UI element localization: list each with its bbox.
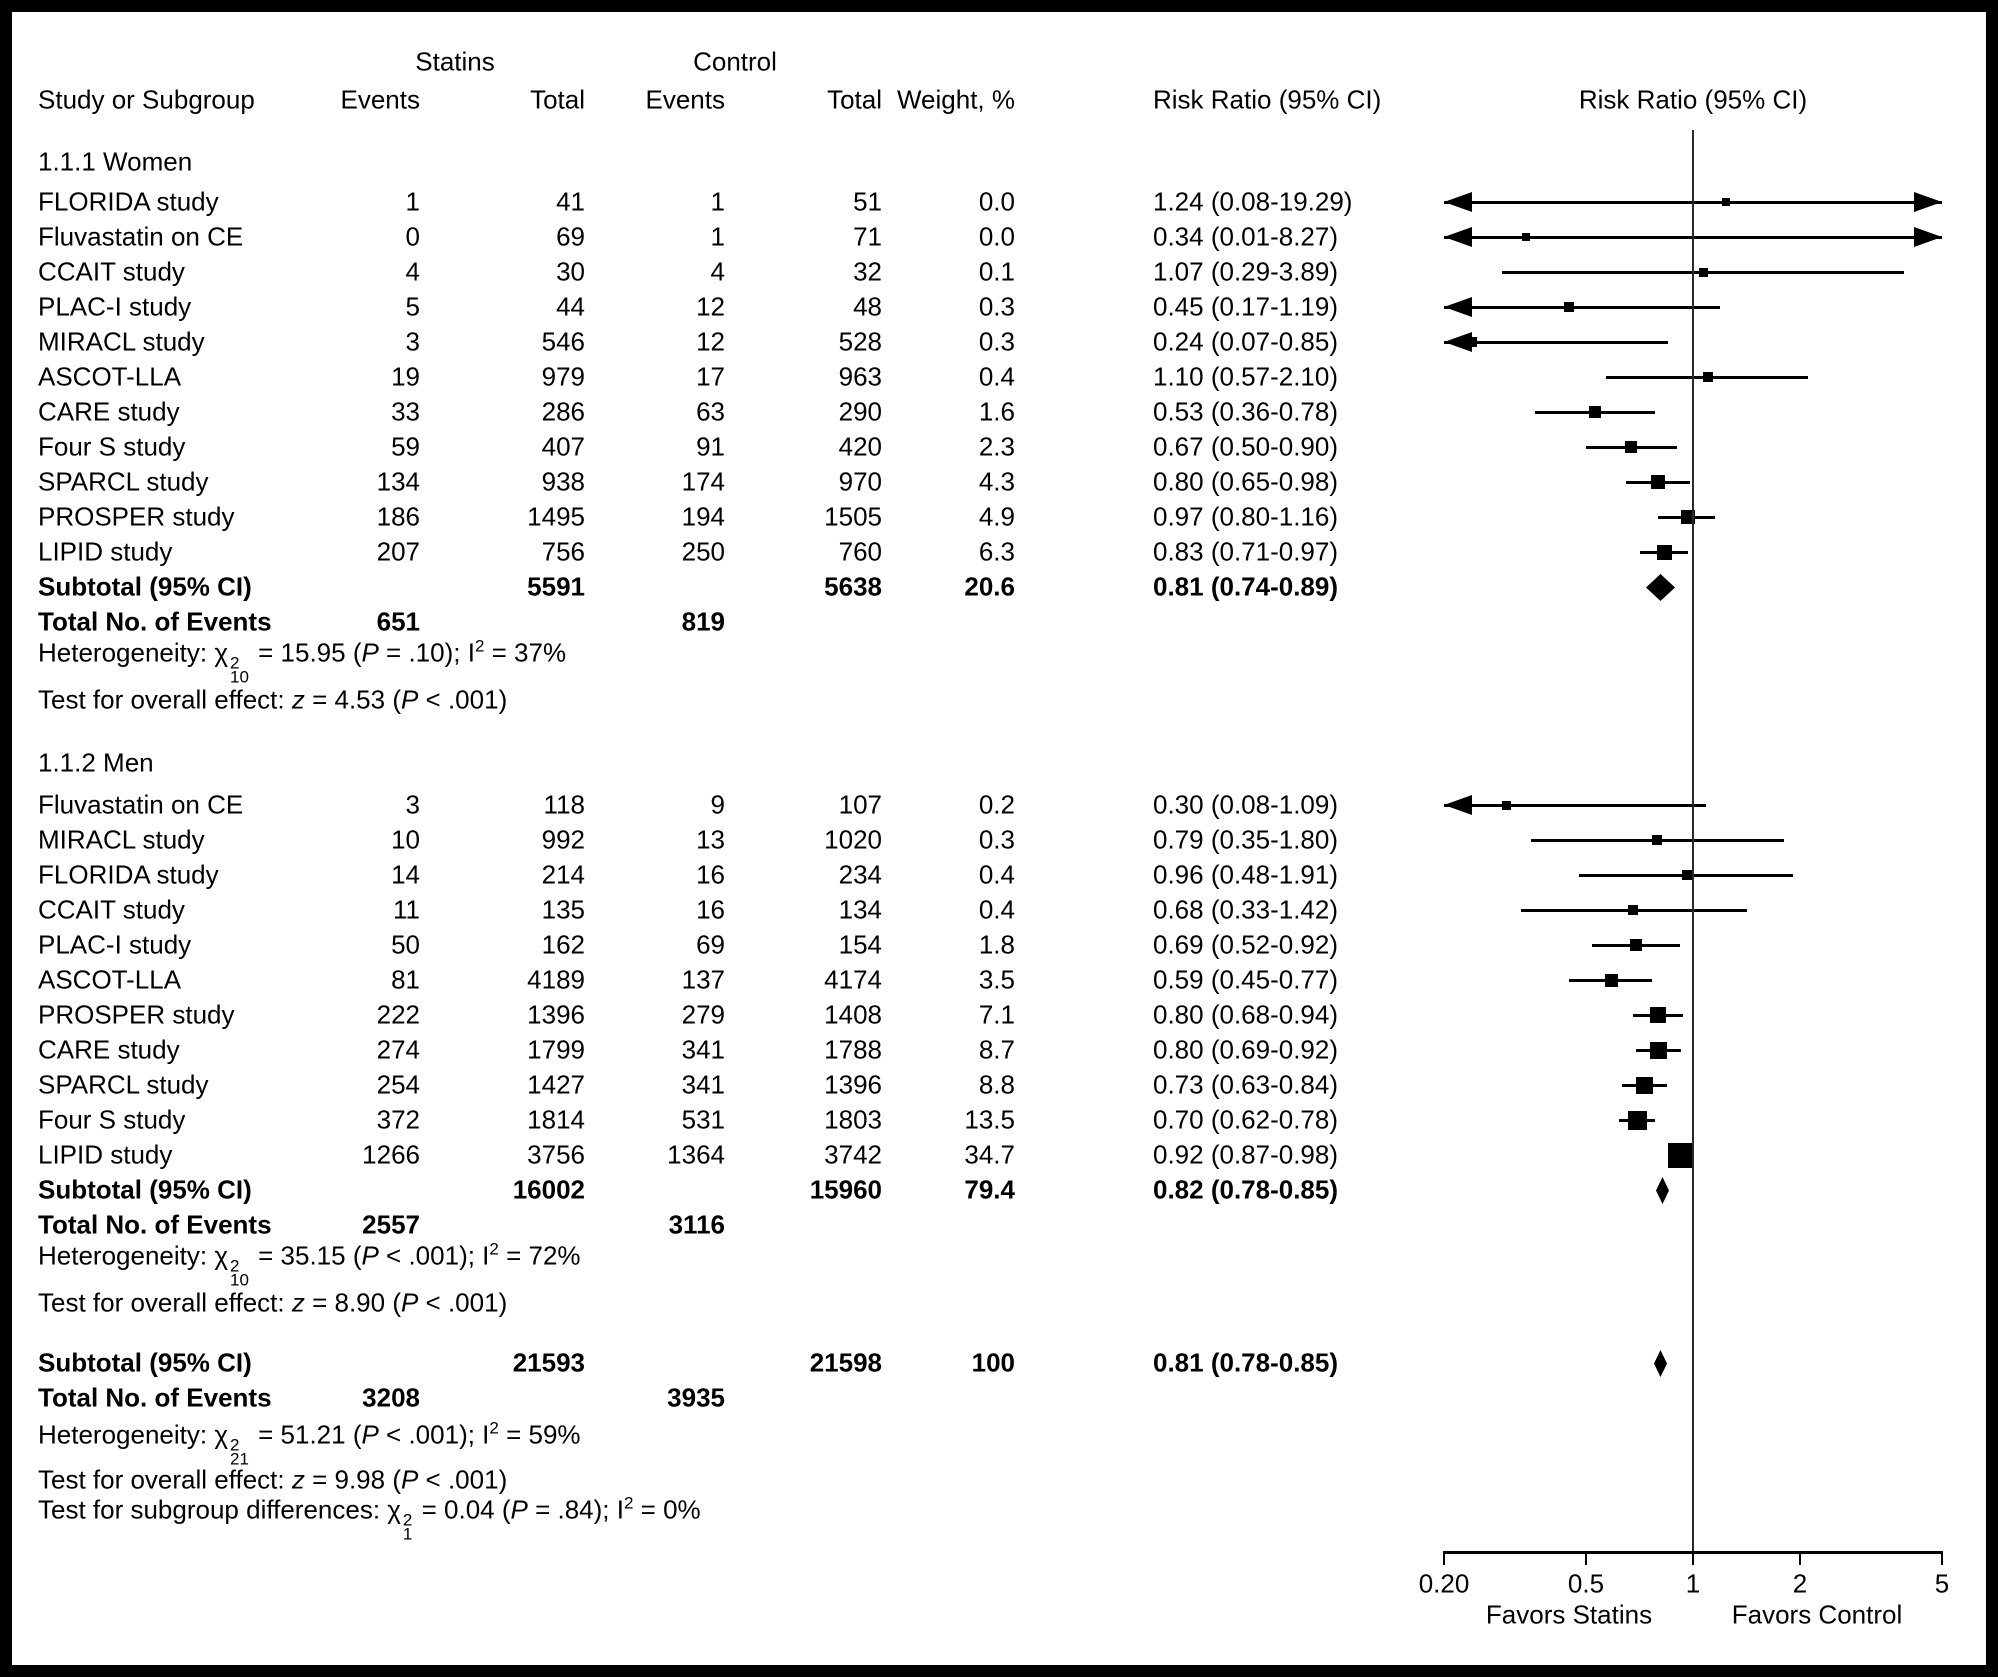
weight-value: 34.7 xyxy=(964,1139,1015,1170)
statins-total-value: 21593 xyxy=(512,1347,585,1378)
point-estimate-square xyxy=(1650,1042,1667,1059)
point-estimate-square xyxy=(1657,545,1672,560)
statins-total-value: 3756 xyxy=(527,1139,585,1170)
ci-left-arrow-icon xyxy=(1444,795,1472,815)
control-total-value: 528 xyxy=(838,326,882,357)
point-estimate-square xyxy=(1668,1143,1693,1168)
control-total-value: 4174 xyxy=(824,964,882,995)
control-total-value: 5638 xyxy=(824,571,882,602)
risk-ratio-value: 0.73 (0.63-0.84) xyxy=(1153,1069,1339,1100)
axis-tick-label: 5 xyxy=(1934,1568,1950,1599)
risk-ratio-value: 0.69 (0.52-0.92) xyxy=(1153,929,1339,960)
control-group-header: Control xyxy=(693,46,777,77)
weight-value: 8.8 xyxy=(978,1069,1015,1100)
weight-value: 13.5 xyxy=(964,1104,1015,1135)
control-events-value: 174 xyxy=(681,466,725,497)
weight-value: 4.3 xyxy=(978,466,1015,497)
statins-total-header: Total xyxy=(530,84,585,115)
weight-value: 0.3 xyxy=(978,291,1015,322)
summary-diamond xyxy=(1654,1350,1667,1377)
control-total-value: 420 xyxy=(838,431,882,462)
weight-value: 1.6 xyxy=(978,396,1015,427)
ci-bar xyxy=(1444,306,1720,309)
statins-events-header: Events xyxy=(340,84,420,115)
control-total-value: 970 xyxy=(838,466,882,497)
point-estimate-square xyxy=(1722,198,1730,206)
control-events-value: 17 xyxy=(696,361,725,392)
risk-ratio-value: 0.82 (0.78-0.85) xyxy=(1153,1174,1339,1205)
point-estimate-square xyxy=(1502,801,1511,810)
statins-total-value: 286 xyxy=(541,396,585,427)
control-events-value: 91 xyxy=(696,431,725,462)
ci-left-arrow-icon xyxy=(1444,297,1472,317)
statins-total-value: 214 xyxy=(541,859,585,890)
ci-bar xyxy=(1444,341,1668,344)
statins-events-value: 207 xyxy=(376,536,420,567)
statins-events-value: 1 xyxy=(405,186,420,217)
control-events-header: Events xyxy=(645,84,725,115)
control-total-value: 1020 xyxy=(824,824,882,855)
axis-tick-label: 0.20 xyxy=(1418,1568,1470,1599)
statins-events-value: 274 xyxy=(376,1034,420,1065)
weight-value: 0.4 xyxy=(978,361,1015,392)
control-events-value: 3116 xyxy=(668,1209,725,1240)
weight-value: 20.6 xyxy=(964,571,1015,602)
statins-total-value: 118 xyxy=(543,789,585,820)
subtotal-label: Total No. of Events xyxy=(38,1209,272,1240)
axis-tick-label: 2 xyxy=(1792,1568,1808,1599)
point-estimate-square xyxy=(1628,1111,1647,1130)
control-events-value: 4 xyxy=(710,256,725,287)
statins-events-value: 1266 xyxy=(362,1139,420,1170)
axis-tick xyxy=(1443,1551,1445,1565)
risk-ratio-value: 0.80 (0.65-0.98) xyxy=(1153,466,1339,497)
control-events-value: 16 xyxy=(696,894,725,925)
risk-ratio-value: 1.07 (0.29-3.89) xyxy=(1153,256,1339,287)
ci-right-arrow-icon xyxy=(1914,227,1942,247)
control-events-value: 819 xyxy=(681,606,725,637)
risk-ratio-value: 0.97 (0.80-1.16) xyxy=(1153,501,1339,532)
risk-ratio-value: 0.24 (0.07-0.85) xyxy=(1153,326,1339,357)
axis-tick xyxy=(1692,1551,1694,1565)
risk-ratio-value: 0.34 (0.01-8.27) xyxy=(1153,221,1339,252)
statins-total-value: 1814 xyxy=(527,1104,585,1135)
point-estimate-square xyxy=(1522,233,1530,241)
axis-tick xyxy=(1585,1551,1587,1565)
statins-events-value: 3 xyxy=(405,789,420,820)
subtotal-label: Subtotal (95% CI) xyxy=(38,1174,252,1205)
study-name: FLORIDA study xyxy=(38,186,219,217)
study-name: LIPID study xyxy=(38,536,173,567)
weight-value: 0.2 xyxy=(978,789,1015,820)
statins-total-value: 30 xyxy=(556,256,585,287)
control-total-value: 15960 xyxy=(809,1174,882,1205)
point-estimate-square xyxy=(1467,337,1477,347)
section-title: 1.1.1 Women xyxy=(38,146,193,177)
subtotal-label: Total No. of Events xyxy=(38,1382,272,1413)
weight-value: 0.4 xyxy=(978,859,1015,890)
control-total-value: 290 xyxy=(838,396,882,427)
study-name: ASCOT-LLA xyxy=(38,361,182,392)
statins-total-value: 407 xyxy=(541,431,585,462)
statins-total-value: 5591 xyxy=(527,571,585,602)
control-events-value: 12 xyxy=(696,291,725,322)
study-name: PLAC-I study xyxy=(38,291,192,322)
risk-ratio-plot-header: Risk Ratio (95% CI) xyxy=(1578,84,1808,115)
risk-ratio-value: 0.45 (0.17-1.19) xyxy=(1153,291,1339,322)
ci-left-arrow-icon xyxy=(1444,227,1472,247)
control-total-value: 760 xyxy=(838,536,882,567)
study-name: Fluvastatin on CE xyxy=(38,789,244,820)
risk-ratio-value: 0.59 (0.45-0.77) xyxy=(1153,964,1339,995)
subtotal-label: Total No. of Events xyxy=(38,606,272,637)
point-estimate-square xyxy=(1628,905,1638,915)
overall-effect-text: Test for overall effect: z = 8.90 (P < .001) xyxy=(38,1287,508,1318)
risk-ratio-value: 1.24 (0.08-19.29) xyxy=(1153,186,1353,217)
risk-ratio-value: 0.80 (0.69-0.92) xyxy=(1153,1034,1339,1065)
favors-statins-label: Favors Statins xyxy=(1485,1599,1653,1630)
risk-ratio-value: 0.81 (0.74-0.89) xyxy=(1153,571,1339,602)
ci-bar xyxy=(1444,804,1706,807)
heterogeneity-text: Heterogeneity: χ 2 10 = 35.15 (P < .001); $I^2 = 72\%$ xyxy=(38,1239,581,1290)
risk-ratio-value: 0.67 (0.50-0.90) xyxy=(1153,431,1339,462)
point-estimate-square xyxy=(1605,974,1618,987)
statins-total-value: 992 xyxy=(541,824,585,855)
weight-value: 0.3 xyxy=(978,326,1015,357)
control-events-value: 1364 xyxy=(667,1139,725,1170)
subtotal-label: Subtotal (95% CI) xyxy=(38,571,252,602)
statins-events-value: 134 xyxy=(376,466,420,497)
statins-total-value: 1396 xyxy=(527,999,585,1030)
control-events-value: 63 xyxy=(696,396,725,427)
control-total-value: 3742 xyxy=(824,1139,882,1170)
weight-value: 0.0 xyxy=(978,186,1015,217)
control-total-value: 1408 xyxy=(824,999,882,1030)
study-name: Four S study xyxy=(38,1104,186,1135)
control-total-value: 32 xyxy=(853,256,882,287)
weight-value: 8.7 xyxy=(978,1034,1015,1065)
weight-value: 1.8 xyxy=(978,929,1015,960)
risk-ratio-value: 0.79 (0.35-1.80) xyxy=(1153,824,1339,855)
control-events-value: 3935 xyxy=(667,1382,725,1413)
statins-total-value: 1427 xyxy=(527,1069,585,1100)
weight-value: 0.4 xyxy=(978,894,1015,925)
favors-control-label: Favors Control xyxy=(1731,1599,1903,1630)
control-total-value: 1803 xyxy=(824,1104,882,1135)
summary-diamond xyxy=(1656,1177,1669,1204)
risk-ratio-column-header: Risk Ratio (95% CI) xyxy=(1153,84,1382,115)
control-events-value: 69 xyxy=(696,929,725,960)
statins-events-value: 651 xyxy=(376,606,420,637)
statins-total-value: 979 xyxy=(541,361,585,392)
statins-events-value: 10 xyxy=(391,824,420,855)
point-estimate-square xyxy=(1625,441,1637,453)
statins-events-value: 59 xyxy=(391,431,420,462)
weight-value: 0.3 xyxy=(978,824,1015,855)
axis-tick xyxy=(1799,1551,1801,1565)
statins-total-value: 69 xyxy=(556,221,585,252)
control-events-value: 531 xyxy=(681,1104,725,1135)
control-events-value: 1 xyxy=(710,186,725,217)
study-name: CARE study xyxy=(38,1034,180,1065)
risk-ratio-value: 0.70 (0.62-0.78) xyxy=(1153,1104,1339,1135)
statins-total-value: 41 xyxy=(556,186,585,217)
study-name: ASCOT-LLA xyxy=(38,964,182,995)
statins-events-value: 19 xyxy=(391,361,420,392)
study-name: SPARCL study xyxy=(38,466,209,497)
control-total-value: 1505 xyxy=(824,501,882,532)
statins-total-value: 1799 xyxy=(527,1034,585,1065)
study-name: CCAIT study xyxy=(38,256,185,287)
weight-value: 79.4 xyxy=(964,1174,1015,1205)
risk-ratio-value: 0.81 (0.78-0.85) xyxy=(1153,1347,1339,1378)
risk-ratio-value: 0.80 (0.68-0.94) xyxy=(1153,999,1339,1030)
axis-tick-label: 0.5 xyxy=(1567,1568,1605,1599)
control-total-value: 48 xyxy=(853,291,882,322)
heterogeneity-text: Heterogeneity: χ 2 21 = 51.21 (P < .001); $I^2 = 59\%$ xyxy=(38,1418,581,1469)
point-estimate-square xyxy=(1589,406,1601,418)
section-title: 1.1.2 Men xyxy=(38,747,154,778)
summary-diamond xyxy=(1646,574,1675,601)
weight-value: 2.3 xyxy=(978,431,1015,462)
study-name: CCAIT study xyxy=(38,894,185,925)
point-estimate-square xyxy=(1636,1077,1653,1094)
statins-events-value: 222 xyxy=(376,999,420,1030)
statins-events-value: 372 xyxy=(376,1104,420,1135)
study-name: MIRACL study xyxy=(38,824,205,855)
risk-ratio-value: 1.10 (0.57-2.10) xyxy=(1153,361,1339,392)
risk-ratio-value: 0.96 (0.48-1.91) xyxy=(1153,859,1339,890)
statins-events-value: 14 xyxy=(391,859,420,890)
weight-value: 6.3 xyxy=(978,536,1015,567)
point-estimate-square xyxy=(1703,372,1713,382)
statins-total-value: 135 xyxy=(541,894,585,925)
weight-value: 100 xyxy=(971,1347,1015,1378)
study-name: Four S study xyxy=(38,431,186,462)
ci-right-arrow-icon xyxy=(1914,192,1942,212)
control-total-value: 51 xyxy=(853,186,882,217)
risk-ratio-value: 0.68 (0.33-1.42) xyxy=(1153,894,1339,925)
point-estimate-square xyxy=(1682,870,1692,880)
control-events-value: 13 xyxy=(696,824,725,855)
subgroup-differences-text: Test for subgroup differences: χ 2 1 = 0.04 (P = .84); $I^2 = 0\%$ xyxy=(38,1493,701,1544)
subtotal-label: Subtotal (95% CI) xyxy=(38,1347,252,1378)
control-events-value: 1 xyxy=(710,221,725,252)
control-total-header: Total xyxy=(827,84,882,115)
study-name: SPARCL study xyxy=(38,1069,209,1100)
weight-value: 3.5 xyxy=(978,964,1015,995)
control-total-value: 154 xyxy=(838,929,882,960)
control-total-value: 21598 xyxy=(809,1347,882,1378)
statins-events-value: 186 xyxy=(376,501,420,532)
study-name: PROSPER study xyxy=(38,501,235,532)
point-estimate-square xyxy=(1630,939,1642,951)
point-estimate-square xyxy=(1652,835,1662,845)
control-events-value: 279 xyxy=(681,999,725,1030)
statins-total-value: 4189 xyxy=(527,964,585,995)
weight-column-header: Weight, % xyxy=(896,84,1015,115)
statins-events-value: 33 xyxy=(391,396,420,427)
control-total-value: 134 xyxy=(838,894,882,925)
weight-value: 0.0 xyxy=(978,221,1015,252)
statins-total-value: 756 xyxy=(541,536,585,567)
axis-tick-label: 1 xyxy=(1685,1568,1701,1599)
statins-group-header: Statins xyxy=(415,46,495,77)
weight-value: 7.1 xyxy=(978,999,1015,1030)
point-estimate-square xyxy=(1650,1007,1666,1023)
control-events-value: 16 xyxy=(696,859,725,890)
risk-ratio-value: 0.30 (0.08-1.09) xyxy=(1153,789,1339,820)
control-events-value: 9 xyxy=(710,789,725,820)
statins-total-value: 16002 xyxy=(512,1174,585,1205)
control-events-value: 194 xyxy=(681,501,725,532)
risk-ratio-value: 0.92 (0.87-0.98) xyxy=(1153,1139,1339,1170)
control-total-value: 234 xyxy=(838,859,882,890)
control-total-value: 1396 xyxy=(824,1069,882,1100)
statins-events-value: 4 xyxy=(405,256,420,287)
control-total-value: 1788 xyxy=(824,1034,882,1065)
control-total-value: 963 xyxy=(838,361,882,392)
weight-value: 4.9 xyxy=(978,501,1015,532)
control-events-value: 341 xyxy=(681,1034,725,1065)
control-total-value: 107 xyxy=(838,789,882,820)
ci-left-arrow-icon xyxy=(1444,192,1472,212)
statins-total-value: 546 xyxy=(541,326,585,357)
control-events-value: 137 xyxy=(681,964,725,995)
overall-effect-text: Test for overall effect: z = 4.53 (P < .001) xyxy=(38,684,508,715)
statins-events-value: 2557 xyxy=(362,1209,420,1240)
statins-events-value: 254 xyxy=(376,1069,420,1100)
control-events-value: 250 xyxy=(681,536,725,567)
study-name: PROSPER study xyxy=(38,999,235,1030)
study-name: LIPID study xyxy=(38,1139,173,1170)
statins-events-value: 81 xyxy=(391,964,420,995)
point-estimate-square xyxy=(1564,302,1574,312)
study-column-header: Study or Subgroup xyxy=(38,84,255,115)
study-name: PLAC-I study xyxy=(38,929,192,960)
risk-ratio-value: 0.53 (0.36-0.78) xyxy=(1153,396,1339,427)
statins-events-value: 0 xyxy=(405,221,420,252)
risk-ratio-value: 0.83 (0.71-0.97) xyxy=(1153,536,1339,567)
study-name: MIRACL study xyxy=(38,326,205,357)
control-events-value: 341 xyxy=(681,1069,725,1100)
control-total-value: 71 xyxy=(853,221,882,252)
heterogeneity-text: Heterogeneity: χ 2 10 = 15.95 (P = .10); $I^2 = 37\%$ xyxy=(38,636,567,687)
study-name: Fluvastatin on CE xyxy=(38,221,244,252)
statins-events-value: 50 xyxy=(391,929,420,960)
statins-total-value: 44 xyxy=(556,291,585,322)
statins-events-value: 11 xyxy=(393,894,420,925)
statins-total-value: 938 xyxy=(541,466,585,497)
statins-events-value: 5 xyxy=(405,291,420,322)
statins-events-value: 3 xyxy=(405,326,420,357)
statins-total-value: 1495 xyxy=(527,501,585,532)
study-name: FLORIDA study xyxy=(38,859,219,890)
control-events-value: 12 xyxy=(696,326,725,357)
statins-events-value: 3208 xyxy=(362,1382,420,1413)
study-name: CARE study xyxy=(38,396,180,427)
statins-total-value: 162 xyxy=(541,929,585,960)
point-estimate-square xyxy=(1651,475,1665,489)
axis-tick xyxy=(1941,1551,1943,1565)
overall-effect-text: Test for overall effect: z = 9.98 (P < .001) xyxy=(38,1464,508,1495)
weight-value: 0.1 xyxy=(978,256,1015,287)
point-estimate-square xyxy=(1699,268,1708,277)
null-effect-line xyxy=(1692,130,1694,1552)
